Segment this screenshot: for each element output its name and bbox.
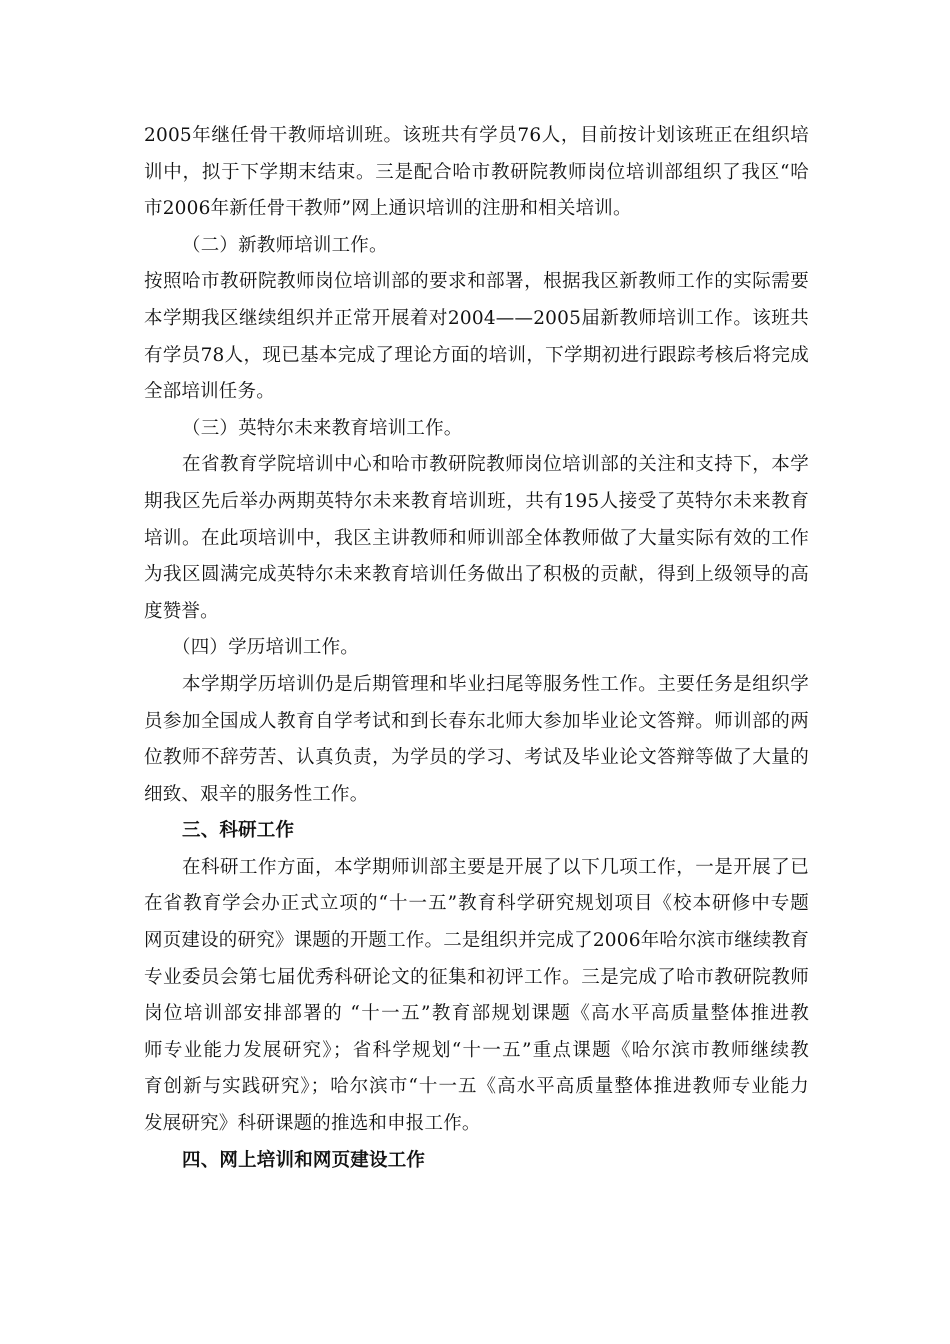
section-heading: 四、网上培训和网页建设工作 [182, 1149, 426, 1171]
subsection-heading: （三）英特尔未来教育培训工作。 [182, 417, 463, 439]
text-line: 全部培训任务。 [144, 381, 275, 403]
text-line: 位教师不辞劳苦、认真负责，为学员的学习、考试及毕业论文答辩等做了大量的 [144, 747, 809, 769]
text-line: 员参加全国成人教育自学考试和到长春东北师大参加毕业论文答辩。师训部的两 [144, 710, 809, 732]
text-line: 在省教育学院培训中心和哈市教研院教师岗位培训部的关注和支持下，本学 [182, 454, 809, 476]
subsection-heading: （四）学历培训工作。 [172, 637, 360, 659]
text-line: 有学员78人，现已基本完成了理论方面的培训，下学期初进行跟踪考核后将完成 [144, 344, 809, 366]
text-line: 本学期学历培训仍是后期管理和毕业扫尾等服务性工作。主要任务是组织学 [182, 673, 809, 695]
text-line: 在省教育学会办正式立项的“十一五”教育科学研究规划项目《校本研修中专题 [144, 893, 809, 915]
text-line: 按照哈市教研院教师岗位培训部的要求和部署，根据我区新教师工作的实际需要 [144, 271, 809, 293]
text-line: 训中，拟于下学期末结束。三是配合哈市教研院教师岗位培训部组织了我区“哈 [144, 161, 809, 183]
text-line: 为我区圆满完成英特尔未来教育培训任务做出了积极的贡献，得到上级领导的高 [144, 564, 809, 586]
text-line: 2005年继任骨干教师培训班。该班共有学员76人，目前按计划该班正在组织培 [144, 125, 809, 146]
text-line: 培训。在此项培训中，我区主讲教师和师训部全体教师做了大量实际有效的工作 [144, 527, 809, 549]
section-heading: 三、科研工作 [182, 820, 295, 842]
text-line: 岗位培训部安排部署的 “十一五”教育部规划课题《高水平高质量整体推进教 [144, 1003, 809, 1025]
text-line: 在科研工作方面，本学期师训部主要是开展了以下几项工作，一是开展了已 [182, 856, 809, 878]
text-line: 细致、艰辛的服务性工作。 [144, 783, 369, 805]
subsection-heading: （二）新教师培训工作。 [182, 234, 388, 256]
text-line: 发展研究》科研课题的推选和申报工作。 [144, 1113, 481, 1135]
text-line: 本学期我区继续组织并正常开展着对2004——2005届新教师培训工作。该班共 [144, 307, 809, 329]
text-line: 期我区先后举办两期英特尔未来教育培训班，共有195人接受了英特尔未来教育 [144, 490, 809, 512]
text-line: 育创新与实践研究》；哈尔滨市“十一五《高水平高质量整体推进教师专业能力 [144, 1076, 809, 1098]
text-line: 度赞誉。 [144, 600, 219, 622]
text-line: 网页建设的研究》课题的开题工作。二是组织并完成了2006年哈尔滨市继续教育 [144, 930, 809, 952]
text-line: 专业委员会第七届优秀科研论文的征集和初评工作。三是完成了哈市教研院教师 [144, 966, 809, 988]
text-line: 师专业能力发展研究》；省科学规划“十一五”重点课题《哈尔滨市教师继续教 [144, 1039, 809, 1061]
text-line: 市2006年新任骨干教师”网上通识培训的注册和相关培训。 [144, 198, 632, 220]
document-body [144, 118, 809, 1179]
